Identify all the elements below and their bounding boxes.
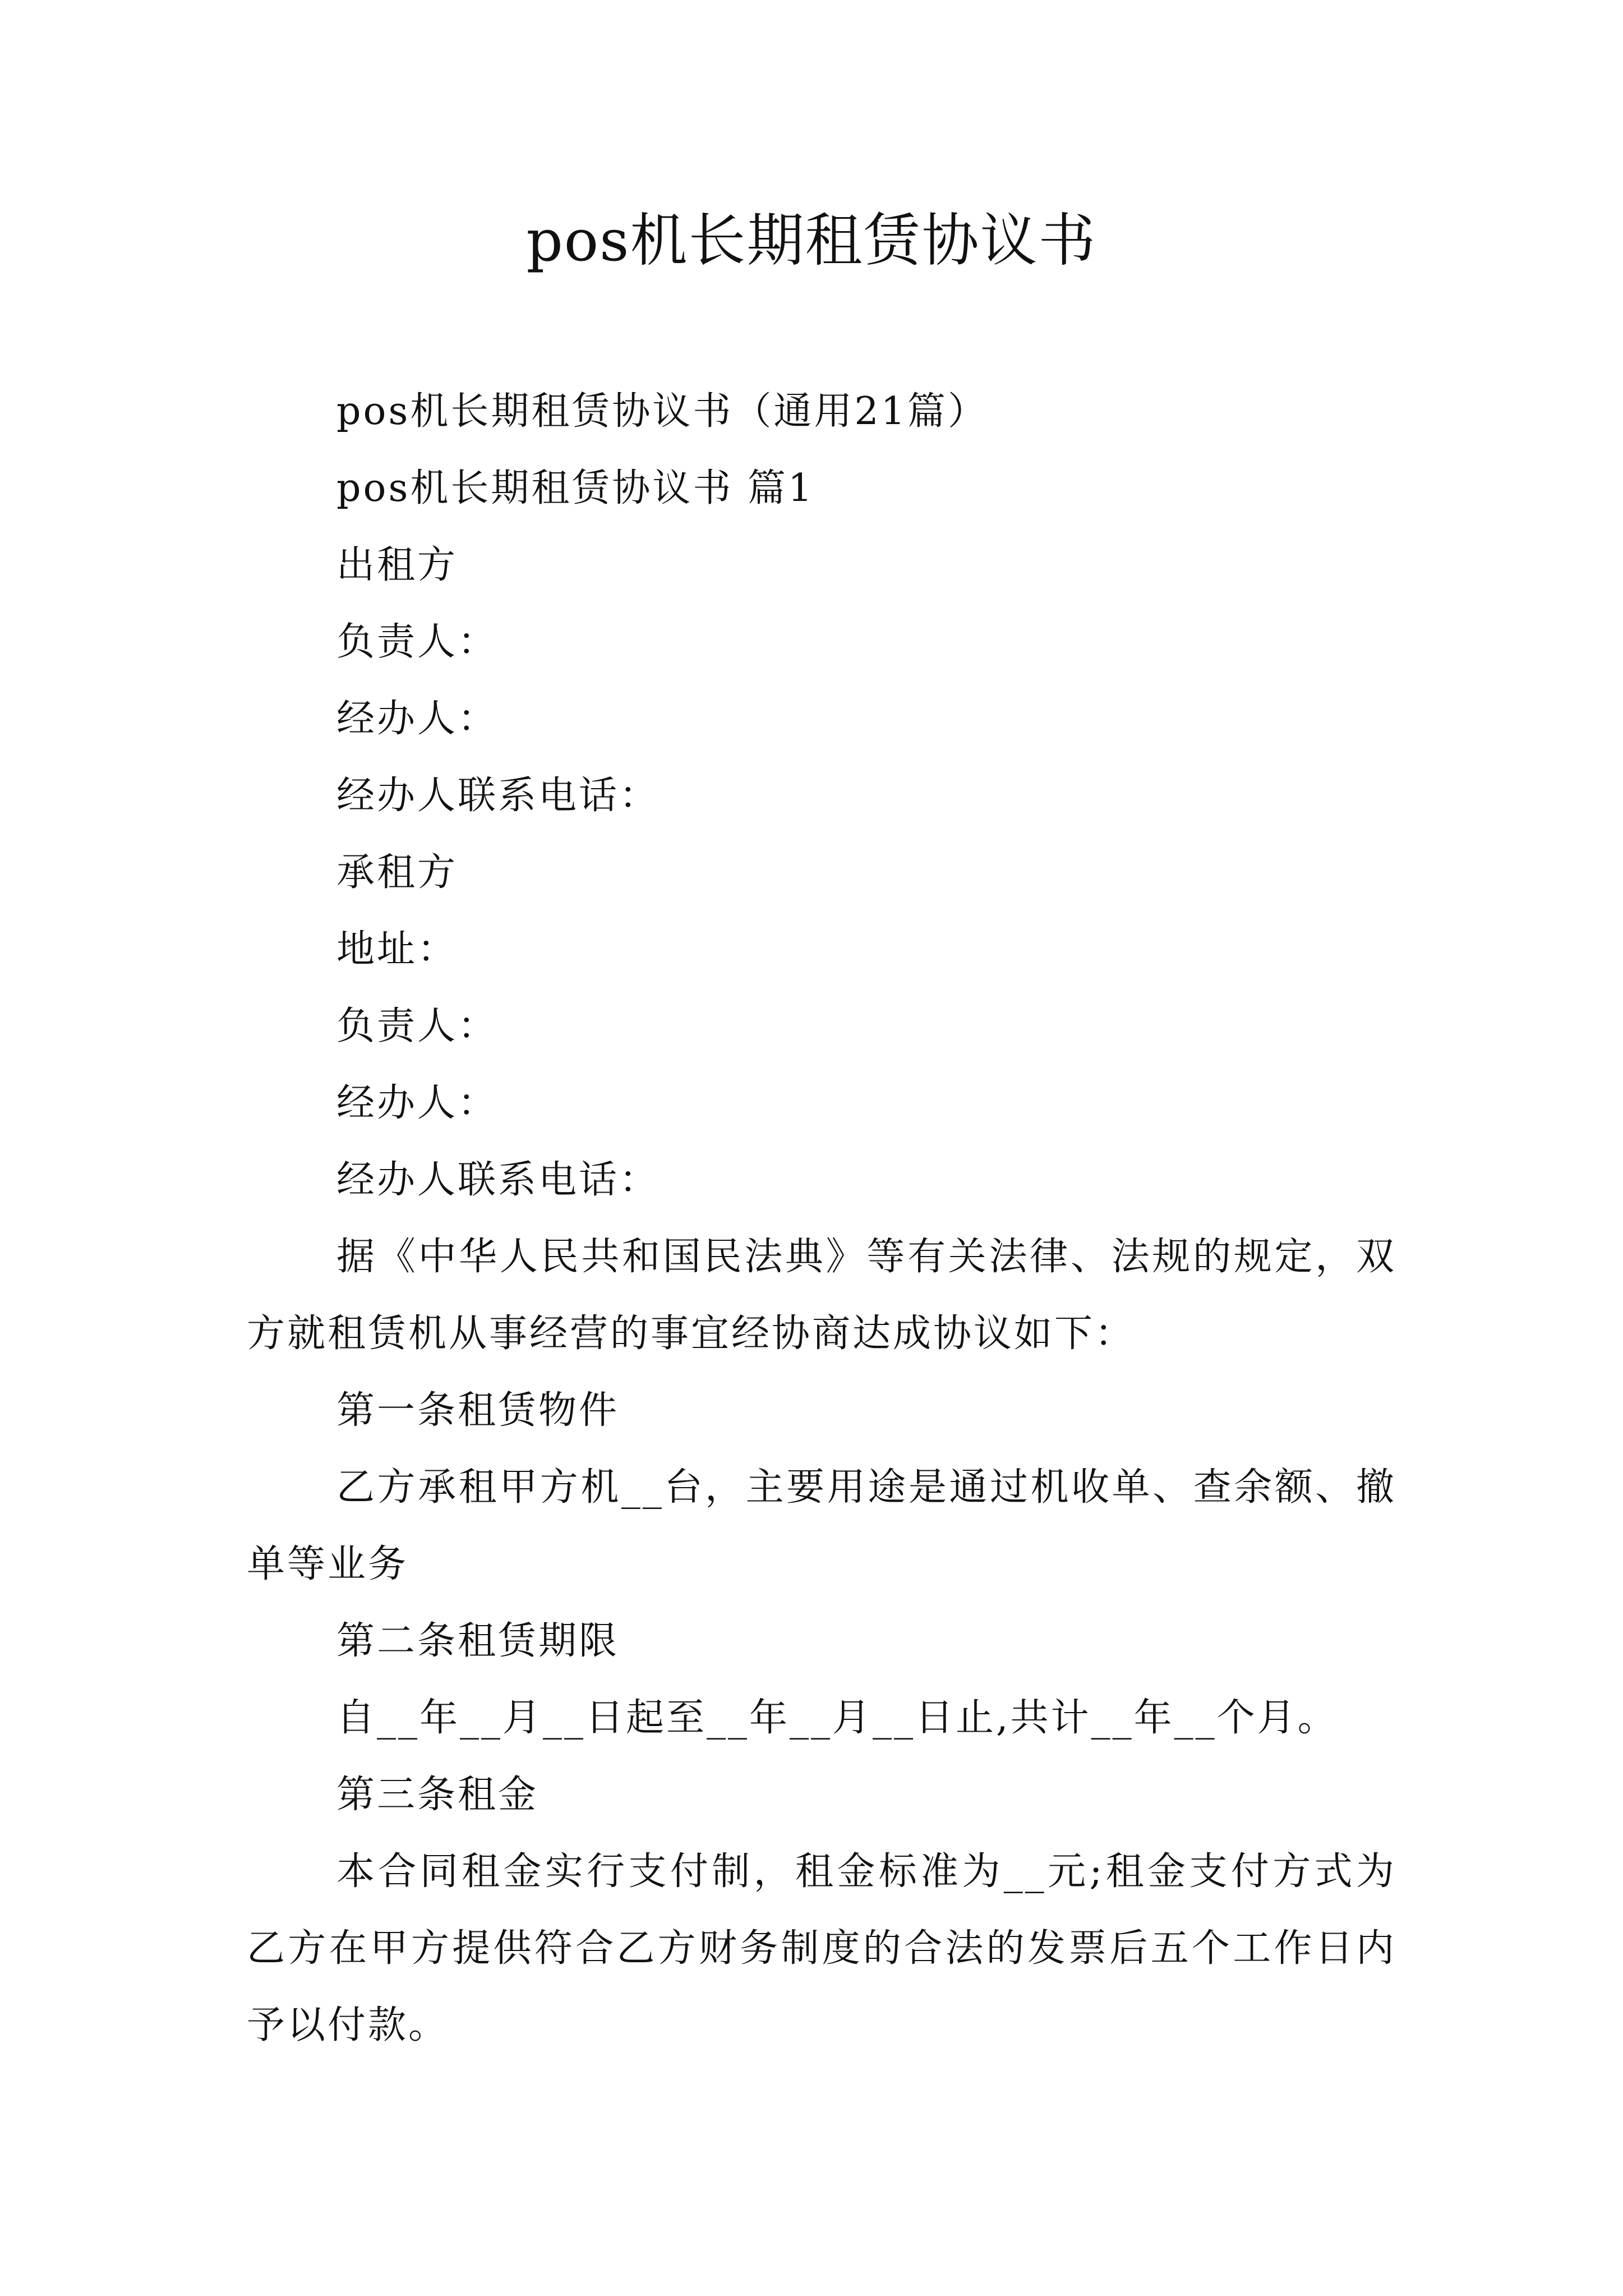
article2-paragraph: 自__年__月__日起至__年__月__日止,共计__年__个月。: [336, 1696, 1338, 1740]
lessee-handler-field: 经办人：: [336, 1081, 499, 1125]
lessor-handler-field: 经办人：: [336, 697, 499, 741]
lessor-label: 出租方: [336, 543, 458, 587]
preamble-paragraph: 据《中华人民共和国民法典》等有关法律、法规的规定，双方就租赁机从事经营的事宜经协商达成协议如下：: [247, 1235, 1396, 1356]
article1-heading: 第一条租赁物件: [336, 1388, 620, 1433]
article3-paragraph: 本合同租金实行支付制，租金标准为__元;租金支付方式为乙方在甲方提供符合乙方财务制度的合法的发票后五个工作日内予以付款。: [247, 1849, 1396, 2047]
section-heading: pos机长期租赁协议书 篇1: [336, 466, 815, 510]
article3-heading: 第三条租金: [336, 1773, 539, 1817]
document-body: [247, 373, 1396, 2064]
lessee-label: 承租方: [336, 850, 458, 895]
lessor-phone-field: 经办人联系电话：: [336, 774, 660, 818]
lessee-principal-field: 负责人：: [336, 1004, 499, 1048]
subtitle: pos机长期租赁协议书（通用21篇）: [336, 389, 988, 434]
lessee-phone-field: 经办人联系电话：: [336, 1158, 660, 1202]
article1-paragraph: 乙方承租甲方机__台，主要用途是通过机收单、查余额、撤单等业务: [247, 1465, 1396, 1586]
article2-heading: 第二条租赁期限: [336, 1619, 620, 1663]
lessee-address-field: 地址：: [336, 927, 458, 972]
document-title: pos机长期租赁协议书: [526, 208, 1097, 274]
lessor-principal-field: 负责人：: [336, 620, 499, 664]
